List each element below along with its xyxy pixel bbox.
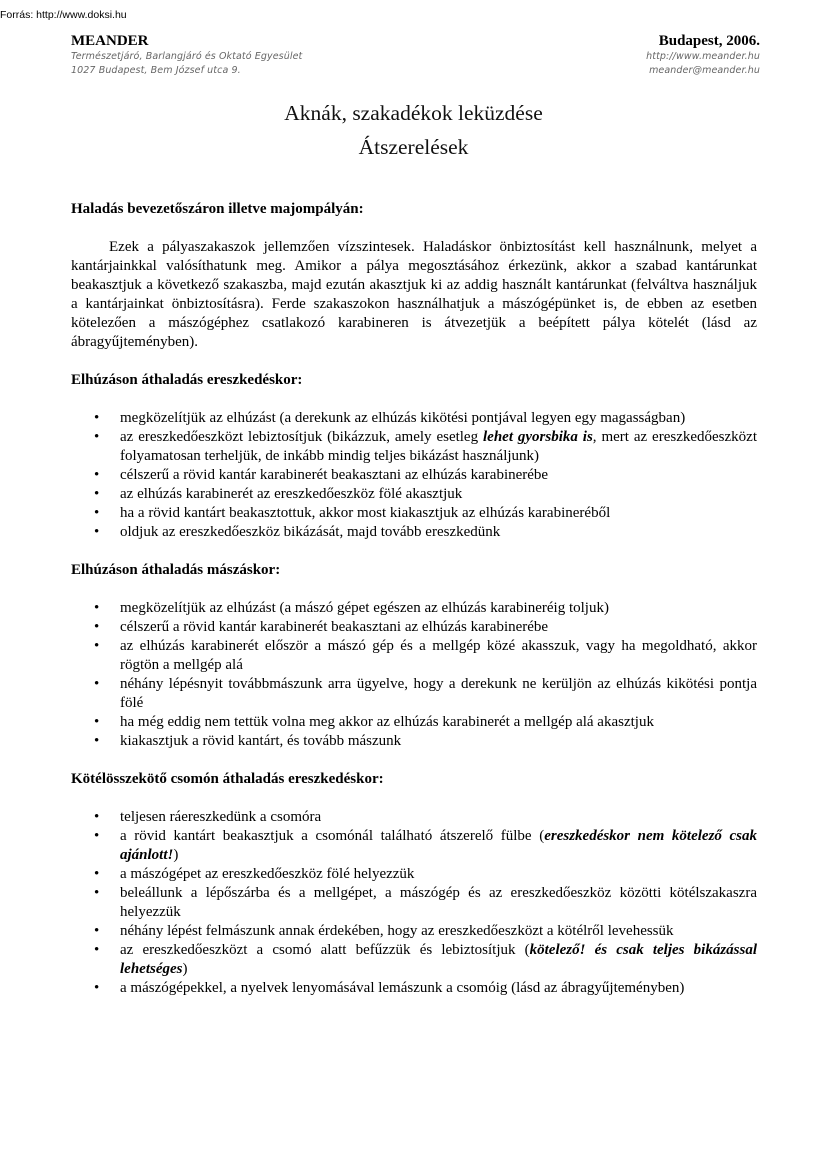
bullet-icon: •	[94, 524, 100, 540]
list-item: • célszerű a rövid kantár karabinerét beakasztani az elhúzás karabinerébe	[94, 467, 549, 483]
email-link[interactable]: meander@meander.hu	[649, 65, 760, 76]
list-item: • megközelítjük az elhúzást (a derekunk az elhúzás kikötési pontjával legyen egy magasságban)	[94, 410, 686, 426]
org-address: 1027 Budapest, Bem József utca 9.	[71, 65, 241, 76]
bullet-icon: •	[94, 942, 100, 958]
bullet-icon: •	[94, 638, 100, 654]
list-item: • megközelítjük az elhúzást (a mászó gépet egészen az elhúzás karabineréig toljuk)	[94, 600, 609, 616]
list-item: • az ereszkedőeszközt lebiztosítjuk (bikázzuk, amely esetleg lehet gyorsbika is, mert az ereszkedőeszközt folyamatosan terheljük, de inkább mindig teljes bikázást használjunk)	[94, 429, 757, 464]
list-item: • teljesen ráereszkedünk a csomóra	[94, 809, 322, 825]
page-title: Aknák, szakadékok leküzdése	[284, 101, 543, 125]
list-item: • az elhúzás karabinerét először a mászó gép és a mellgép közé akasszuk, vagy ha megoldható, akkor rögtön a mellgép alá	[94, 638, 757, 673]
bullet-icon: •	[94, 733, 100, 749]
bullet-icon: •	[94, 866, 100, 882]
bullet-icon: •	[94, 600, 100, 616]
header-left	[71, 33, 302, 78]
list-item: • a mászógépet az ereszkedőeszköz fölé helyezzük	[94, 866, 415, 882]
list-item: • célszerű a rövid kantár karabinerét beakasztani az elhúzás karabinerébe	[94, 619, 549, 635]
place-date: Budapest, 2006.	[658, 33, 760, 49]
list-item: • kiakasztjuk a rövid kantárt, és tovább mászunk	[94, 733, 402, 749]
section-heading: Haladás bevezetőszáron illetve majompályán:	[71, 201, 364, 217]
emphasis: lehet gyorsbika is	[483, 429, 593, 445]
bullet-icon: •	[94, 429, 100, 445]
bullet-list	[71, 808, 757, 998]
bullet-icon: •	[94, 923, 100, 939]
list-item: • beleállunk a lépőszárba és a mellgépet, a mászógép és az ereszkedőeszköz közötti kötélszakaszra helyezzük	[94, 885, 757, 920]
bullet-icon: •	[94, 486, 100, 502]
emphasis: ereszkedéskor nem kötelező csak ajánlott!	[120, 828, 758, 863]
section-paragraph: Ezek a pályaszakaszok jellemzően vízszintesek. Haladáskor önbiztosítást kell használnunk, melyet a kantárjainkkal valósíthatunk meg. Amikor a pálya megosztásához érkezünk, akkor a szabad kantárunkat beakasztjuk a következő szakaszba, majd ezután akasztjuk ki az addig használt kantárunkat (felváltva használjuk a kantárjainkat önbiztosításra). Ferde szakaszokon használhatjuk a mászógépünket is, de ebben az esetben kötelezően a mászógéphez csatlakozó karabineren is átvezetjük a beépített pálya kötelét (lásd az ábragyűjteményben).	[71, 239, 757, 350]
org-full-name: Természetjáró, Barlangjáró és Oktató Egyesület	[71, 51, 303, 62]
org-name: MEANDER	[71, 33, 149, 49]
bullet-icon: •	[94, 410, 100, 426]
bullet-icon: •	[94, 676, 100, 692]
bullet-icon: •	[94, 980, 100, 996]
page-subtitle: Átszerelések	[358, 135, 469, 159]
bullet-icon: •	[94, 619, 100, 635]
bullet-list	[71, 409, 757, 542]
bullet-icon: •	[94, 505, 100, 521]
list-item: • az ereszkedőeszközt a csomó alatt befűzzük és lebiztosítjuk (kötelező! és csak teljes bikázással lehetséges)	[94, 942, 757, 977]
source-url: Forrás: http://www.doksi.hu	[0, 9, 127, 21]
bullet-icon: •	[94, 809, 100, 825]
list-item: • ha még eddig nem tettük volna meg akkor az elhúzás karabinerét a mellgép alá akasztjuk	[94, 714, 654, 730]
section-heading: Elhúzáson áthaladás ereszkedéskor:	[71, 372, 303, 388]
emphasis: kötelező! és csak teljes bikázással lehetséges	[120, 942, 757, 977]
list-item: • néhány lépést felmászunk annak érdekében, hogy az ereszkedőeszközt a kötélről levehessük	[94, 923, 674, 939]
list-item: • az elhúzás karabinerét az ereszkedőeszköz fölé akasztjuk	[94, 486, 463, 502]
section-heading: Kötélösszekötő csomón áthaladás ereszkedéskor:	[71, 771, 384, 787]
list-item: • ha a rövid kantárt beakasztottuk, akkor most kiakasztjuk az elhúzás karabineréből	[94, 505, 611, 521]
bullet-icon: •	[94, 885, 100, 901]
website-link[interactable]: http://www.meander.hu	[646, 51, 760, 62]
header-right	[646, 33, 760, 78]
list-item: • a rövid kantárt beakasztjuk a csomónál található átszerelő fülbe (ereszkedéskor nem kötelező csak ajánlott!)	[94, 828, 758, 863]
bullet-icon: •	[94, 828, 100, 844]
bullet-icon: •	[94, 714, 100, 730]
document-body	[71, 200, 757, 998]
bullet-icon: •	[94, 467, 100, 483]
list-item: • oldjuk az ereszkedőeszköz bikázását, majd tovább ereszkedünk	[94, 524, 501, 540]
section-heading: Elhúzáson áthaladás mászáskor:	[71, 562, 281, 578]
list-item: • néhány lépésnyit továbbmászunk arra ügyelve, hogy a derekunk ne kerüljön az elhúzás kikötési pontja fölé	[94, 676, 757, 711]
list-item: • a mászógépekkel, a nyelvek lenyomásával lemászunk a csomóig (lásd az ábragyűjteményben)	[94, 980, 685, 996]
bullet-list	[71, 599, 757, 751]
